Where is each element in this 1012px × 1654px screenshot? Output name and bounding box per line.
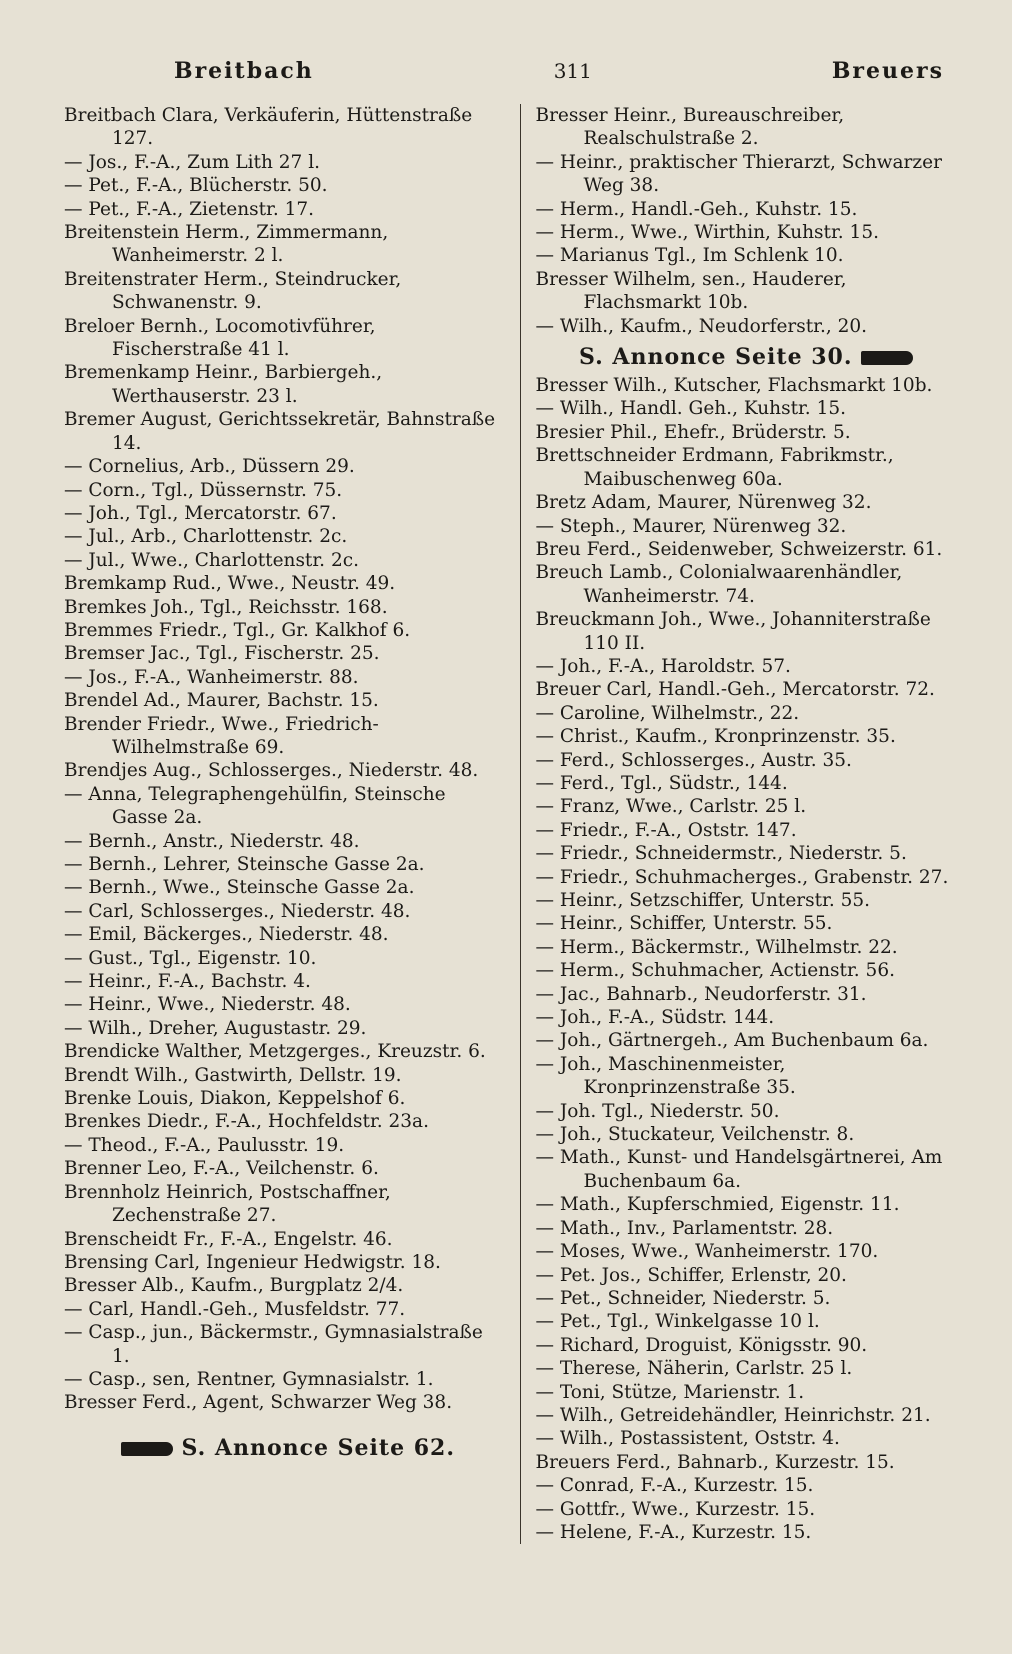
directory-entry: — Casp., jun., Bäckermstr., Gymnasialstraße 1.: [64, 1322, 483, 1367]
directory-entry: — Pet., F.-A., Zietenstr. 17.: [64, 198, 315, 220]
directory-entry: Breitbach Clara, Verkäuferin, Hüttenstraße 127.: [64, 105, 473, 150]
right-column: [520, 104, 964, 1544]
directory-entry: — Bernh., Lehrer, Steinsche Gasse 2a.: [64, 854, 425, 875]
directory-entry: — Wilh., Kaufm., Neudorferstr., 20.: [535, 315, 868, 337]
directory-entry: Breu Ferd., Seidenweber, Schweizerstr. 61.: [535, 538, 943, 560]
directory-entry: — Wilh., Postassistent, Oststr. 4.: [535, 1428, 840, 1450]
page-number: 311: [553, 59, 592, 83]
directory-entry: Breitenstrater Herm., Steindrucker, Schwanenstr. 9.: [64, 268, 402, 314]
directory-entry: — Herm., Wwe., Wirthin, Kuhstr. 15.: [535, 222, 879, 244]
directory-entry: Brender Friedr., Wwe., Friedrich-Wilhelmstraße 69.: [64, 713, 379, 758]
right-entry-list-top: [535, 104, 964, 338]
header-left-keyword: Breitbach: [174, 58, 314, 84]
directory-entry: — Joh., F.-A., Südstr. 144.: [535, 1007, 775, 1029]
directory-entry: Bremenkamp Heinr., Barbiergeh., Werthauserstr. 23 l.: [64, 362, 383, 407]
directory-entry: Bretz Adam, Maurer, Nürenweg 32.: [535, 492, 872, 514]
directory-entry: — Corn., Tgl., Düssernstr. 75.: [64, 479, 343, 501]
directory-entry: — Joh., Gärtnergeh., Am Buchenbaum 6a.: [535, 1030, 929, 1052]
directory-entry: — Heinr., Setzschiffer, Unterstr. 55.: [535, 890, 871, 911]
header-right-keyword: Breuers: [831, 58, 944, 84]
right-annonce-text: S. Annonce Seite 30.: [578, 344, 853, 371]
directory-entry: — Jos., F.-A., Zum Lith 27 l.: [64, 151, 321, 173]
directory-entry: Brettschneider Erdmann, Fabrikmstr., Maibuschenweg 60a.: [535, 445, 894, 490]
directory-entry: — Joh. Tgl., Niederstr. 50.: [535, 1100, 780, 1122]
directory-entry: — Wilh., Dreher, Augustastr. 29.: [64, 1017, 367, 1039]
directory-entry: — Joh., Tgl., Mercatorstr. 67.: [64, 502, 337, 524]
directory-entry: — Bernh., Wwe., Steinsche Gasse 2a.: [64, 877, 415, 899]
directory-entry: — Jos., F.-A., Wanheimerstr. 88.: [64, 666, 359, 688]
right-annonce-notice: [535, 342, 964, 372]
left-entry-list: [64, 104, 504, 1415]
directory-entry: — Marianus Tgl., Im Schlenk 10.: [535, 245, 844, 267]
directory-entry: Bresser Heinr., Bureauschreiber, Realschulstraße 2.: [535, 105, 845, 150]
directory-entry: Bresser Alb., Kaufm., Burgplatz 2/4.: [64, 1275, 404, 1297]
directory-entry: Brenscheidt Fr., F.-A., Engelstr. 46.: [64, 1228, 393, 1250]
directory-entry: — Friedr., Schuhmacherges., Grabenstr. 27.: [535, 866, 949, 888]
directory-entry: Brennholz Heinrich, Postschaffner, Zechenstraße 27.: [64, 1181, 391, 1227]
pointing-hand-icon: [121, 1442, 173, 1456]
directory-entry: — Wilh., Getreidehändler, Heinrichstr. 21.: [535, 1404, 931, 1426]
directory-entry: — Christ., Kaufm., Kronprinzenstr. 35.: [535, 726, 896, 748]
directory-entry: — Math., Inv., Parlamentstr. 28.: [535, 1217, 834, 1239]
directory-entry: Bremkes Joh., Tgl., Reichsstr. 168.: [64, 596, 388, 618]
directory-entry: Bremser Jac., Tgl., Fischerstr. 25.: [64, 643, 380, 665]
directory-entry: — Richard, Droguist, Königsstr. 90.: [535, 1334, 868, 1356]
directory-entry: Brensing Carl, Ingenieur Hedwigstr. 18.: [64, 1251, 441, 1273]
directory-entry: Bremmes Friedr., Tgl., Gr. Kalkhof 6.: [64, 619, 411, 641]
directory-entry: — Caroline, Wilhelmstr., 22.: [535, 702, 800, 724]
directory-entry: — Anna, Telegraphengehülfin, Steinsche Gasse 2a.: [64, 783, 446, 829]
directory-entry: — Ferd., Tgl., Südstr., 144.: [535, 772, 788, 794]
directory-entry: Brenkes Diedr., F.-A., Hochfeldstr. 23a.: [64, 1111, 429, 1133]
directory-entry: Breuers Ferd., Bahnarb., Kurzestr. 15.: [535, 1451, 895, 1473]
directory-entry: Brendt Wilh., Gastwirth, Dellstr. 19.: [64, 1064, 402, 1086]
directory-entry: Brendel Ad., Maurer, Bachstr. 15.: [64, 690, 379, 712]
directory-entry: — Carl, Handl.-Geh., Musfeldstr. 77.: [64, 1298, 406, 1320]
right-entry-list-bottom: [535, 374, 964, 1544]
directory-entry: — Heinr., Wwe., Niederstr. 48.: [64, 994, 351, 1016]
directory-entry: Breloer Bernh., Locomotivführer, Fischerstraße 41 l.: [64, 315, 376, 361]
page-header: [64, 58, 964, 98]
left-column: [64, 104, 504, 1544]
pointing-hand-icon: [861, 351, 913, 365]
directory-entry: — Jul., Wwe., Charlottenstr. 2c.: [64, 549, 359, 571]
directory-entry: — Ferd., Schlosserges., Austr. 35.: [535, 749, 852, 771]
directory-entry: — Heinr., F.-A., Bachstr. 4.: [64, 971, 311, 993]
directory-entry: — Therese, Näherin, Carlstr. 25 l.: [535, 1358, 853, 1380]
directory-entry: Bresser Wilh., Kutscher, Flachsmarkt 10b.: [535, 375, 933, 397]
directory-entry: Bremer August, Gerichtssekretär, Bahnstraße 14.: [64, 409, 496, 454]
directory-entry: — Franz, Wwe., Carlstr. 25 l.: [535, 796, 807, 818]
directory-entry: Breuckmann Joh., Wwe., Johanniterstraße 110 II.: [535, 609, 931, 654]
directory-entry: Breuch Lamb., Colonialwaarenhändler, Wanheimerstr. 74.: [535, 562, 903, 607]
directory-entry: — Theod., F.-A., Paulusstr. 19.: [64, 1134, 345, 1156]
directory-entry: — Moses, Wwe., Wanheimerstr. 170.: [535, 1241, 879, 1263]
directory-entry: — Joh., Stuckateur, Veilchenstr. 8.: [535, 1124, 855, 1146]
directory-entry: — Pet., Tgl., Winkelgasse 10 l.: [535, 1311, 820, 1333]
directory-entry: — Friedr., F.-A., Oststr. 147.: [535, 819, 797, 841]
directory-entry: — Gust., Tgl., Eigenstr. 10.: [64, 947, 317, 969]
directory-entry: — Heinr., Schiffer, Unterstr. 55.: [535, 913, 833, 935]
directory-entry: Brenner Leo, F.-A., Veilchenstr. 6.: [64, 1158, 379, 1180]
directory-entry: Brendicke Walther, Metzgerges., Kreuzstr. 6.: [64, 1041, 486, 1063]
directory-entry: — Heinr., praktischer Thierarzt, Schwarzer Weg 38.: [535, 151, 942, 197]
directory-entry: Brenke Louis, Diakon, Keppelshof 6.: [64, 1088, 406, 1110]
directory-entry: — Steph., Maurer, Nürenweg 32.: [535, 515, 847, 537]
directory-entry: Bresier Phil., Ehefr., Brüderstr. 5.: [535, 421, 851, 443]
directory-entry: — Math., Kunst- und Handelsgärtnerei, Am Buchenbaum 6a.: [535, 1147, 943, 1192]
directory-entry: — Casp., sen, Rentner, Gymnasialstr. 1.: [64, 1368, 434, 1390]
directory-entry: — Herm., Schuhmacher, Actienstr. 56.: [535, 960, 895, 982]
directory-entry: — Herm., Handl.-Geh., Kuhstr. 15.: [535, 198, 858, 220]
left-annonce-text: S. Annonce Seite 62.: [181, 1434, 456, 1461]
directory-entry: Breitenstein Herm., Zimmermann, Wanheimerstr. 2 l.: [64, 222, 389, 267]
directory-entry: Brendjes Aug., Schlosserges., Niederstr. 48.: [64, 760, 479, 782]
directory-entry: — Jul., Arb., Charlottenstr. 2c.: [64, 526, 348, 548]
directory-entry: — Herm., Bäckermstr., Wilhelmstr. 22.: [535, 936, 898, 958]
directory-entry: — Wilh., Handl. Geh., Kuhstr. 15.: [535, 398, 846, 420]
directory-entry: — Math., Kupferschmied, Eigenstr. 11.: [535, 1194, 900, 1216]
directory-entry: — Pet., Schneider, Niederstr. 5.: [535, 1287, 831, 1309]
directory-entry: — Gottfr., Wwe., Kurzestr. 15.: [535, 1498, 816, 1520]
directory-entry: — Joh., F.-A., Haroldstr. 57.: [535, 655, 791, 677]
left-annonce-notice: [64, 1433, 504, 1463]
directory-entry: — Emil, Bäckerges., Niederstr. 48.: [64, 924, 389, 946]
directory-entry: Bresser Ferd., Agent, Schwarzer Weg 38.: [64, 1392, 453, 1414]
directory-entry: — Friedr., Schneidermstr., Niederstr. 5.: [535, 843, 907, 865]
directory-entry: — Jac., Bahnarb., Neudorferstr. 31.: [535, 983, 867, 1005]
directory-entry: — Toni, Stütze, Marienstr. 1.: [535, 1381, 805, 1403]
directory-entry: Bresser Wilhelm, sen., Hauderer, Flachsmarkt 10b.: [535, 268, 847, 314]
directory-entry: — Pet. Jos., Schiffer, Erlenstr, 20.: [535, 1264, 847, 1286]
directory-entry: — Cornelius, Arb., Düssern 29.: [64, 456, 355, 478]
directory-entry: — Conrad, F.-A., Kurzestr. 15.: [535, 1475, 814, 1497]
directory-entry: — Joh., Maschinenmeister, Kronprinzenstraße 35.: [535, 1053, 796, 1099]
directory-entry: Bremkamp Rud., Wwe., Neustr. 49.: [64, 573, 396, 595]
directory-entry: — Pet., F.-A., Blücherstr. 50.: [64, 175, 328, 197]
directory-entry: — Bernh., Anstr., Niederstr. 48.: [64, 830, 360, 852]
directory-entry: — Carl, Schlosserges., Niederstr. 48.: [64, 900, 411, 922]
directory-entry: Breuer Carl, Handl.-Geh., Mercatorstr. 72.: [535, 679, 935, 701]
directory-entry: — Helene, F.-A., Kurzestr. 15.: [535, 1521, 812, 1543]
